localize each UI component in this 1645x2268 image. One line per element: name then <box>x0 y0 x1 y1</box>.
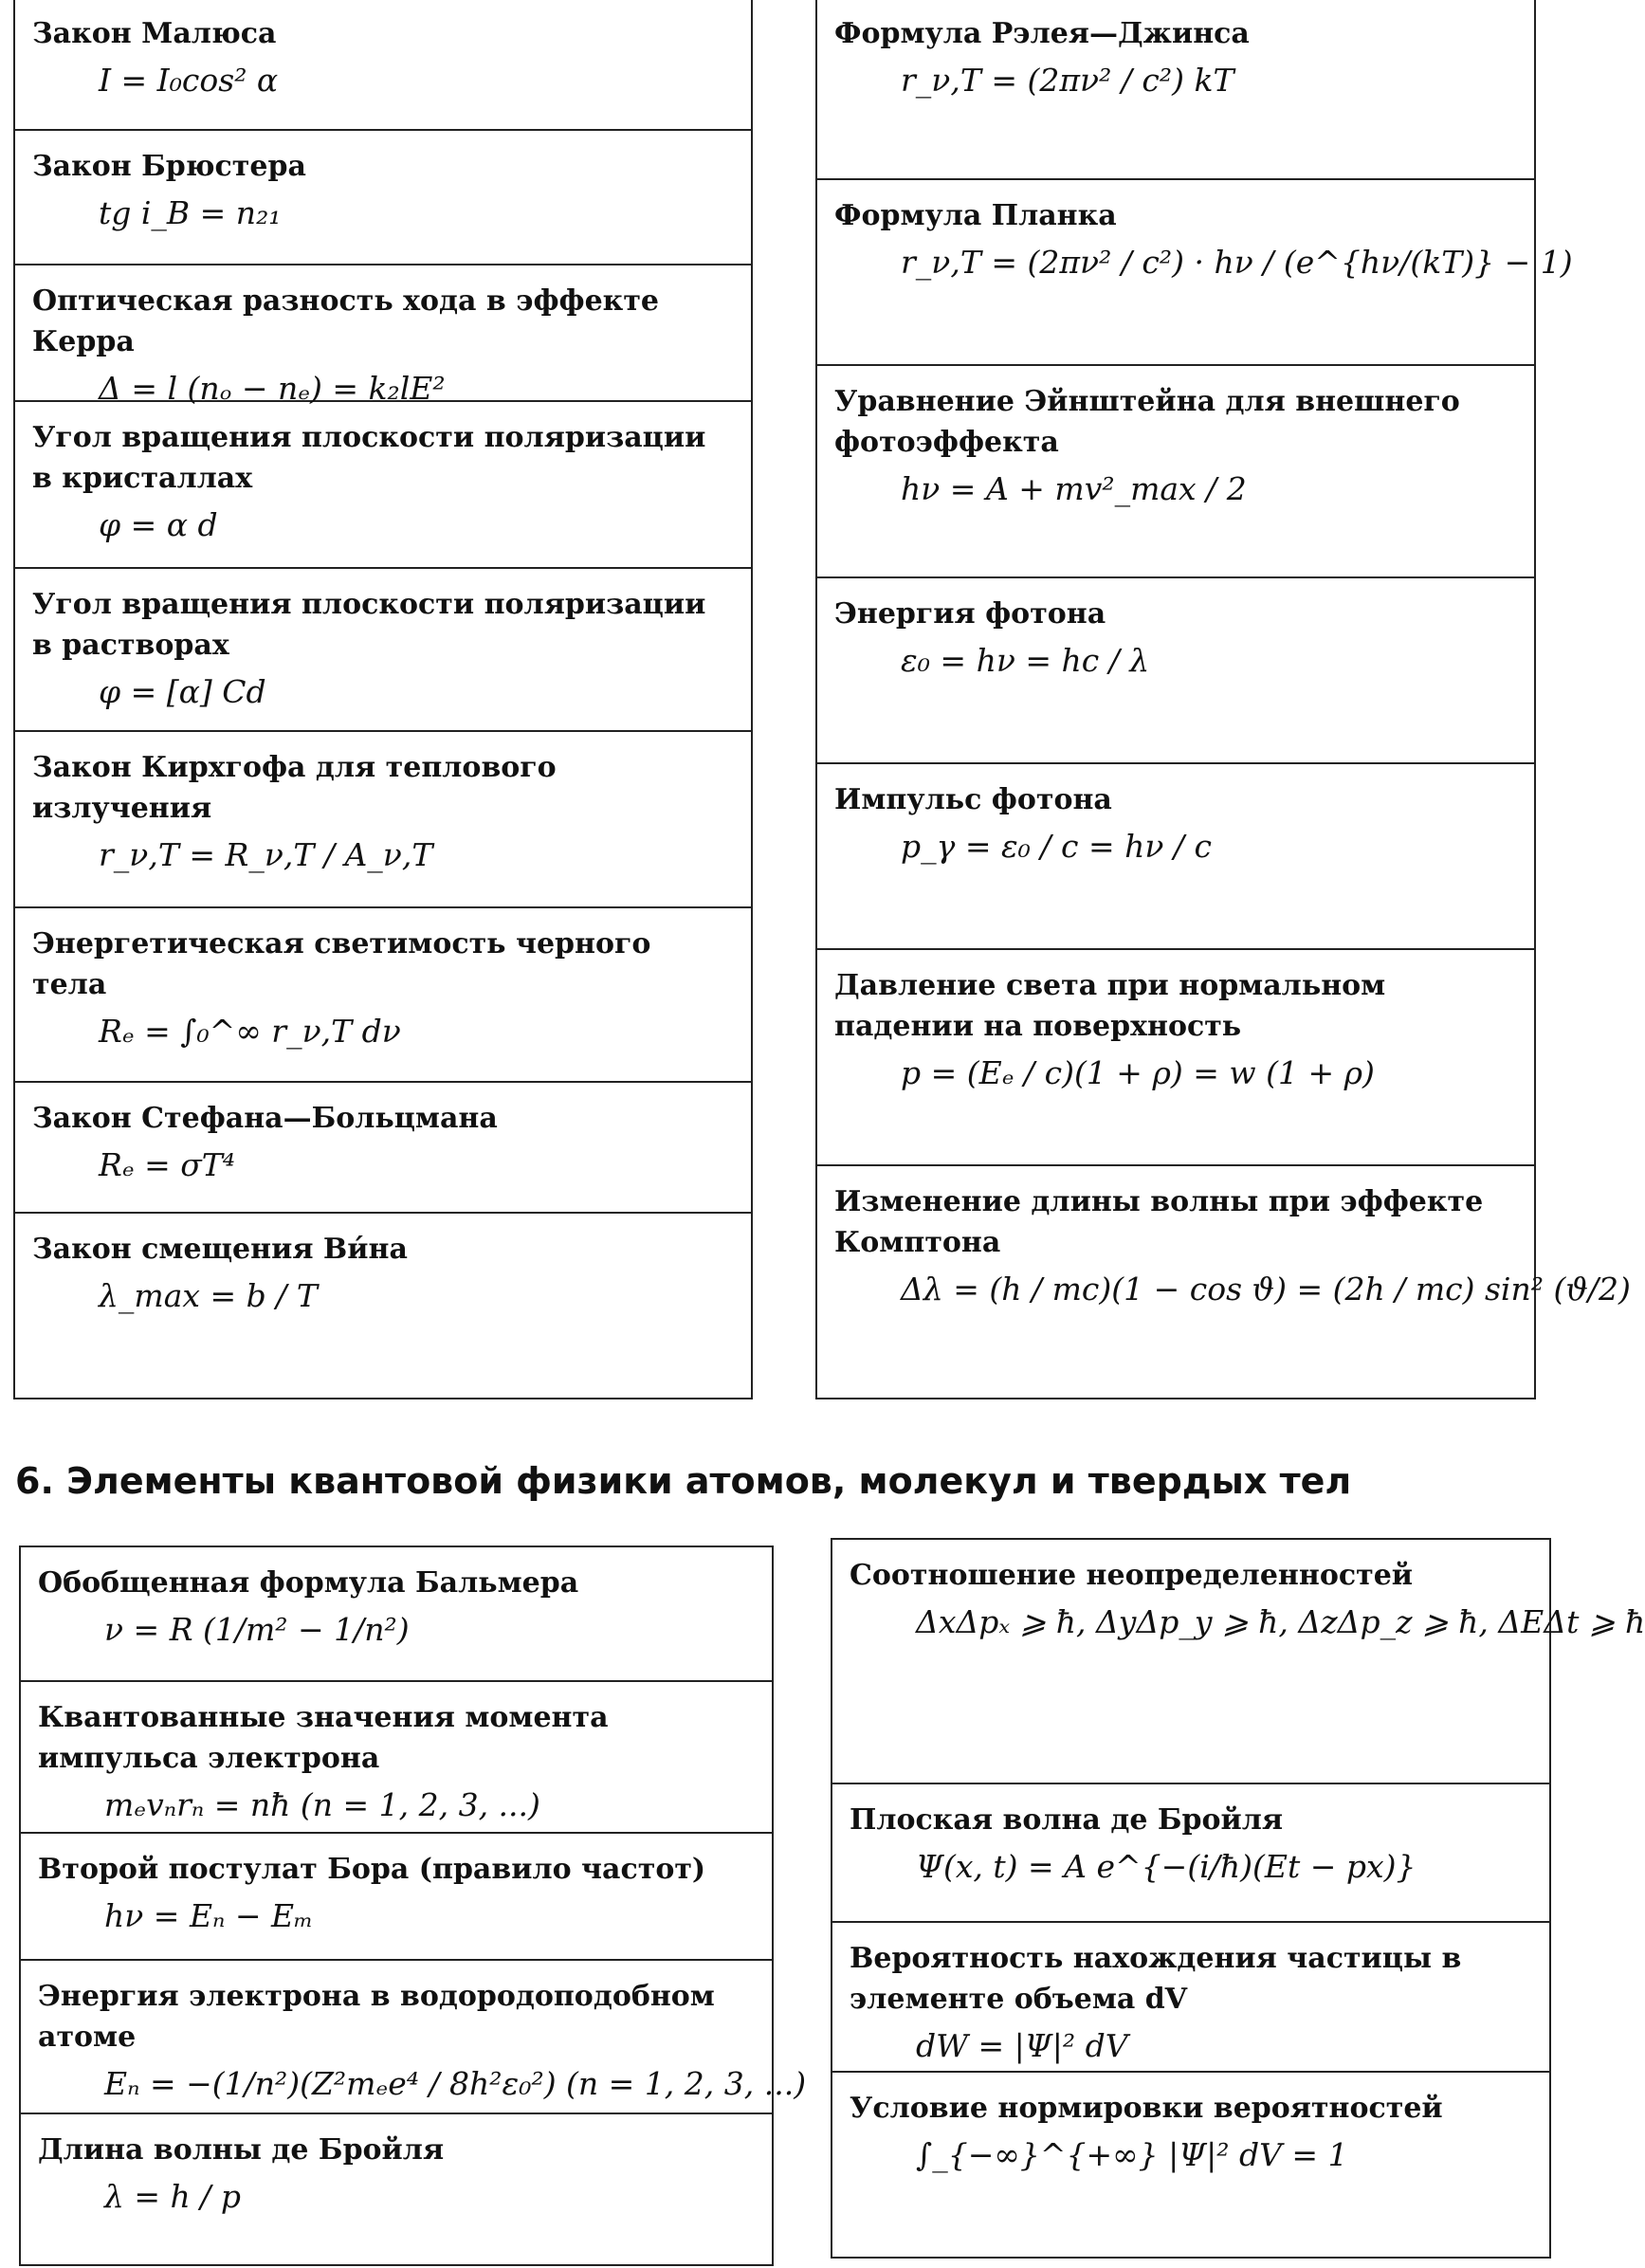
left-column-bottom <box>19 1546 807 2266</box>
right-column-bottom <box>831 1538 1645 2259</box>
formula: mₑvₙrₙ = nħ (n = 1, 2, 3, ...) <box>104 1786 540 1823</box>
formula-box <box>15 402 751 569</box>
box-title: Плоская волна де Бройля <box>850 1803 1284 1837</box>
right-column-top <box>815 0 1631 1399</box>
formula: hν = A + mv²_max / 2 <box>901 470 1247 507</box>
formula: λ_max = b / T <box>99 1277 318 1314</box>
box-title: Изменение длины волны при эффекте Комптона <box>834 1185 1484 1259</box>
formula-box <box>21 1682 772 1834</box>
formula: φ = [α] Cd <box>99 673 266 710</box>
formula-box <box>15 569 751 732</box>
box-title: Вероятность нахождения частицы в элементе объема dV <box>850 1942 1462 2016</box>
box-title: Импульс фотона <box>834 783 1112 816</box>
formula: Rₑ = ∫₀^∞ r_ν,T dν <box>99 1013 401 1050</box>
formula: φ = α d <box>99 506 218 543</box>
formula-box <box>15 265 751 407</box>
box-title: Энергия электрона в водородоподобном атоме <box>38 1980 715 2054</box>
box-title: Квантованные значения момента импульса электрона <box>38 1701 609 1775</box>
formula-box <box>15 1083 751 1214</box>
formula-box <box>817 180 1573 366</box>
formula: ∫_{−∞}^{+∞} |Ψ|² dV = 1 <box>916 2136 1348 2173</box>
box-title: Энергия фотона <box>834 597 1106 631</box>
box-title: Уравнение Эйнштейна для внешнего фотоэффекта <box>834 385 1460 459</box>
box-title: Закон Кирхгофа для теплового излучения <box>32 751 557 825</box>
left-column-top <box>13 0 753 1399</box>
formula-box <box>817 764 1534 950</box>
box-title: Закон Стефана—Больцмана <box>32 1102 498 1135</box>
box-title: Угол вращения плоскости поляризации в кристаллах <box>32 421 706 495</box>
formula-box <box>15 908 751 1083</box>
box-title: Формула Рэлея—Джинса <box>834 17 1250 50</box>
section-heading: 6. Элементы квантовой физики атомов, молекул и твердых тел <box>15 1460 1352 1502</box>
formula: Eₙ = −(1/n²)(Z²mₑe⁴ / 8h²ε₀²) (n = 1, 2, 3, ...) <box>104 2065 807 2102</box>
formula: λ = h / p <box>104 2178 242 2215</box>
box-title: Условие нормировки вероятностей <box>850 2092 1443 2125</box>
formula-box <box>15 0 751 131</box>
formula-box <box>21 1961 807 2114</box>
box-title: Обобщенная формула Бальмера <box>38 1566 579 1600</box>
formula-box <box>15 732 751 908</box>
formula-box <box>817 0 1534 180</box>
formula-box <box>832 1923 1549 2073</box>
formula-box <box>817 1166 1631 1399</box>
formula-box <box>817 366 1534 578</box>
box-title: Угол вращения плоскости поляризации в растворах <box>32 588 706 662</box>
formula: ν = R (1/m² − 1/n²) <box>104 1611 410 1648</box>
formula: Δλ = (h / mc)(1 − cos ϑ) = (2h / mc) sin² (ϑ/2) <box>901 1271 1631 1308</box>
formula: ΔxΔpₓ ⩾ ħ, ΔyΔp_y ⩾ ħ, ΔzΔp_z ⩾ ħ, ΔEΔt ⩾ ħ <box>916 1603 1645 1640</box>
box-title: Энергетическая светимость черного тела <box>32 927 651 1001</box>
formula: I = I₀cos² α <box>99 62 279 99</box>
formula: hν = Eₙ − Eₘ <box>104 1897 314 1934</box>
formula-box <box>21 1834 772 1961</box>
formula-box <box>817 950 1534 1166</box>
formula: Rₑ = σT⁴ <box>99 1146 236 1183</box>
box-title: Соотношение неопределенностей <box>850 1559 1414 1592</box>
formula-box <box>817 578 1534 764</box>
box-title: Оптическая разность хода в эффекте Керра <box>32 284 660 358</box>
formula: r_ν,T = (2πν² / c²) kT <box>901 62 1234 99</box>
formula-box <box>15 1214 751 1399</box>
formula: p_γ = ε₀ / c = hν / c <box>901 828 1213 865</box>
box-title: Второй постулат Бора (правило частот) <box>38 1853 706 1886</box>
formula: dW = |Ψ|² dV <box>916 2027 1128 2064</box>
formula: p = (Eₑ / c)(1 + ρ) = w (1 + ρ) <box>901 1054 1375 1091</box>
box-title: Закон Малюса <box>32 17 277 50</box>
formula: r_ν,T = R_ν,T / A_ν,T <box>99 836 433 873</box>
box-title: Давление света при нормальном падении на поверхность <box>834 969 1386 1043</box>
formula: Δ = l (nₒ − nₑ) = k₂lE² <box>99 370 446 407</box>
formula-box <box>832 1784 1549 1923</box>
box-title: Закон смещения Ви́на <box>32 1233 408 1266</box>
box-title: Закон Брюстера <box>32 150 306 183</box>
formula: tg i_B = n₂₁ <box>99 194 282 231</box>
formula: Ψ(x, t) = A e^{−(i/ħ)(Et − px)} <box>916 1848 1417 1885</box>
formula-box <box>21 1547 772 1682</box>
formula-box <box>15 131 751 265</box>
formula-box <box>21 2114 772 2268</box>
formula: ε₀ = hν = hc / λ <box>901 642 1150 679</box>
formula-box <box>832 2073 1549 2262</box>
box-title: Длина волны де Бройля <box>38 2133 445 2167</box>
box-title: Формула Планка <box>834 199 1117 232</box>
formula-box <box>832 1540 1645 1784</box>
formula: r_ν,T = (2πν² / c²) · hν / (e^{hν/(kT)} − 1) <box>901 244 1573 281</box>
